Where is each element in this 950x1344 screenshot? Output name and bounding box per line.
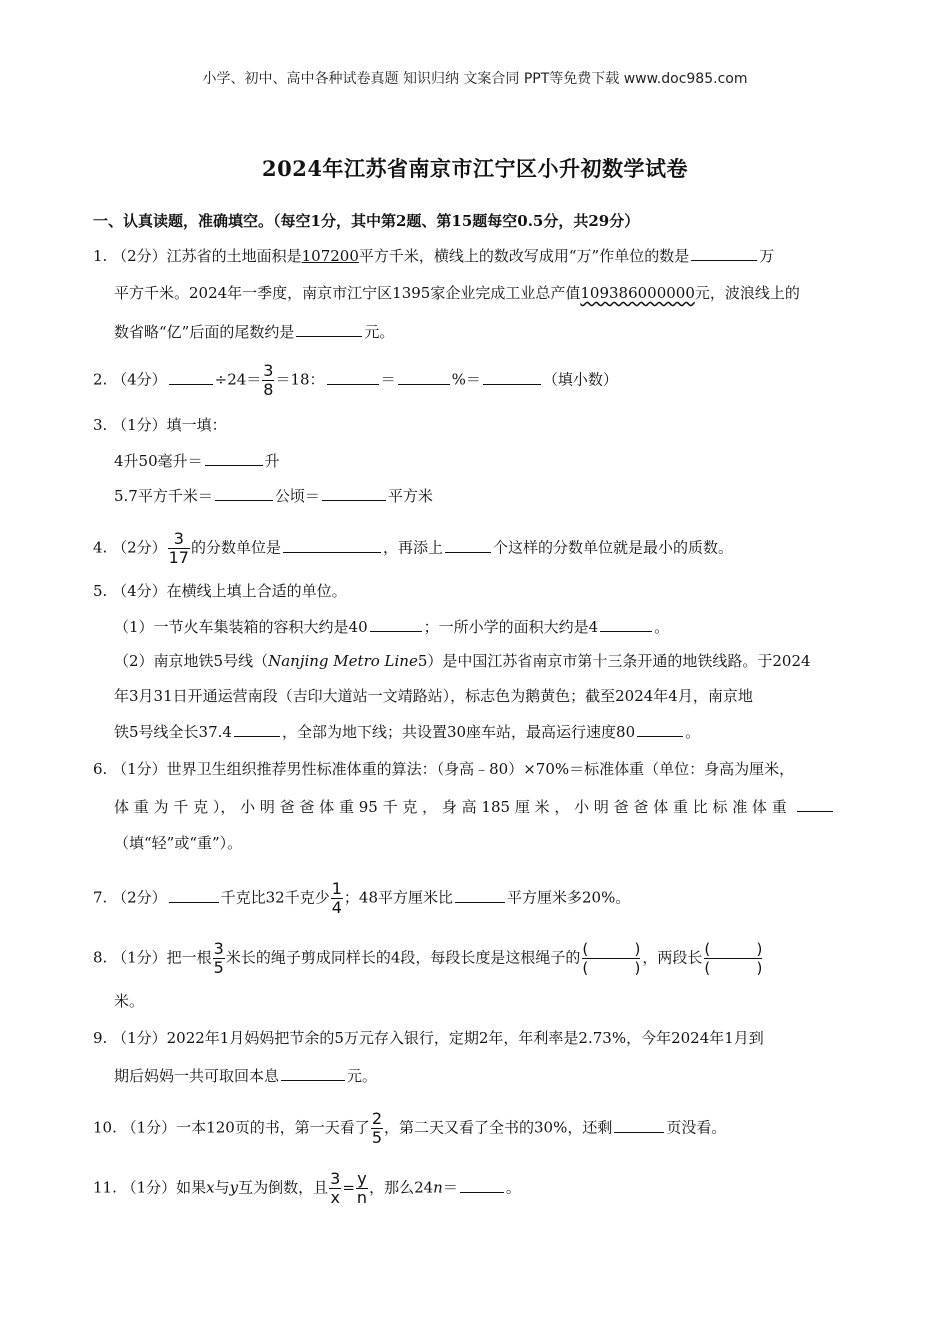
var-y: y [229,1178,239,1197]
q11-text: 11. （1分）如果 [93,1178,207,1197]
q5-text: 5）是中国江苏省南京市第十三条开通的地铁线路。于2024 [417,652,811,670]
q6-text: 体 重 为 千 克 ）， 小 明 爸 爸 体 重 95 千 克 ， 身 高 185 厘 米 ， 小 明 爸 爸 体 重 比 标 准 体 重 [114,798,787,816]
q4-text: 个这样的分数单位就是最小的质数。 [493,538,734,557]
answer-blank[interactable] [455,886,505,903]
q1-wavy-number: 109386000000 [580,284,695,302]
q1-text: 元，波浪线上的 [694,284,800,302]
q7-text: 7. （2分） [93,888,167,907]
question-9-line-2 [114,1064,377,1087]
fraction-numerator: 3 [213,939,224,958]
answer-blank[interactable] [234,720,280,737]
fraction [168,530,190,567]
answer-fraction-blank[interactable] [582,940,640,977]
question-9-line-1: 9. （1分）2022年1月妈妈把节余的5万元存入银行，定期2年，年利率是2.73%，今年2024年1月到 [93,1029,764,1047]
question-7 [93,880,630,917]
answer-blank[interactable] [483,368,541,385]
answer-blank[interactable] [637,720,683,737]
answer-blank[interactable] [327,368,379,385]
q4-text: ，再添上 [383,538,444,557]
question-5-part-2-line-3 [114,720,700,743]
paren-left: ( [704,959,711,977]
answer-blank[interactable] [169,886,219,903]
question-6-line-1: 6. （1分）世界卫生组织推荐男性标准体重的算法：（身高﹣80）×70%＝标准体重（单位：身高为厘米， [93,760,795,778]
paren-left: ( [582,959,589,977]
q2-text: ÷24＝ [214,370,262,389]
fraction-denominator: 4 [331,898,342,917]
q11-text: ，那么24 [369,1178,434,1197]
fraction [356,1170,368,1207]
fraction [213,940,225,977]
fraction-numerator: 1 [331,879,342,898]
paren-right: ) [634,940,641,958]
q1-text: 元。 [364,323,395,341]
fraction [371,1110,383,1147]
q11-text: 互为倒数，且 [238,1178,329,1197]
paren-left: ( [704,940,711,958]
question-11 [93,1170,521,1207]
q1-text: 1. （2分）江苏省的土地面积是 [93,247,302,265]
fraction-denominator: 8 [263,380,274,399]
fraction [329,1170,341,1207]
question-5-part-1 [114,615,669,638]
paren-right: ) [756,940,763,958]
question-5: 5. （4分）在横线上填上合适的单位。 [93,582,347,600]
q10-text: ，第二天又看了全书的30%，还剩 [384,1118,613,1137]
q8-text: 8. （1分）把一根 [93,948,212,967]
q1-text: 平方千米。2024年一季度，南京市江宁区1395家企业完成工业总产值 [114,284,581,302]
question-5-part-2-line-2: 年3月31日开通运营南段（吉印大道站一文靖路站），标志色为鹅黄色；截至2024年4月，南京地 [114,687,753,705]
q4-text: 的分数单位是 [190,538,281,557]
answer-blank[interactable] [600,615,652,632]
fraction-denominator: 17 [168,548,189,567]
q2-text: 2. （4分） [93,370,167,389]
fraction [331,880,343,917]
question-3: 3. （1分）填一填： [93,416,227,434]
question-2 [93,362,618,399]
fraction-numerator: y [357,1169,367,1188]
q7-text: 平方厘米多20%。 [507,888,631,907]
q5-italic-name: Nanjing Metro Line [268,652,418,670]
q9-text: 期后妈妈一共可取回本息 [114,1067,280,1085]
answer-fraction-blank[interactable] [704,940,762,977]
q3-text: 公顷＝ [274,487,320,505]
fraction-numerator: 3 [263,361,274,380]
q5-text: （2）南京地铁5号线（ [114,652,269,670]
paren-right: ) [756,959,763,977]
question-3-line-3 [114,484,433,507]
page-header: 小学、初中、高中各种试卷真题 知识归纳 文案合同 PPT等免费下载 www.doc985.com [202,71,748,87]
answer-blank[interactable] [215,484,273,501]
paren-left: ( [582,940,589,958]
fraction-denominator: 5 [371,1128,382,1147]
paren-right: ) [634,959,641,977]
q3-text: 5.7平方千米＝ [114,487,213,505]
q8-text: ，两段长 [642,948,703,967]
q3-text: 升 [264,452,280,470]
answer-blank[interactable] [205,449,263,466]
fraction [262,362,274,399]
question-3-line-2 [114,449,280,472]
q7-text: 千克比32千克少 [220,888,330,907]
question-8-line-2: 米。 [114,992,145,1010]
question-1-line-1 [93,244,774,267]
q2-text: ＝18： [275,370,325,389]
q11-text: 。 [505,1178,521,1197]
answer-blank[interactable] [283,536,381,553]
q5-text: （1）一节火车集装箱的容积大约是40 [114,618,368,636]
fraction-numerator: 3 [173,529,184,548]
q1-text: 平方千米，横线上的数改写成用“万”作单位的数是 [358,247,690,265]
q3-text: 4升50毫升＝ [114,452,203,470]
q10-text: 页没看。 [666,1118,727,1137]
q5-text: 。 [654,618,670,636]
q11-text: 与 [214,1178,230,1197]
answer-blank[interactable] [370,615,422,632]
q10-text: 10. （1分）一本120页的书，第一天看了 [93,1118,370,1137]
question-6-line-2 [114,795,835,818]
answer-blank[interactable] [445,536,491,553]
q11-text: ＝ [442,1178,458,1197]
section-heading: 一、认真读题，准确填空。（每空1分，其中第2题、第15题每空0.5分，共29分） [93,212,640,230]
answer-blank[interactable] [296,320,362,337]
fraction-numerator: 3 [330,1169,341,1188]
q2-text: ＝ [380,370,396,389]
q8-text: 米长的绳子剪成同样长的4段，每段长度是这根绳子的 [225,948,581,967]
q5-text: ，全部为地下线；共设置30座车站，最高运行速度80 [281,723,636,741]
question-4 [93,530,733,567]
q7-text: ；48平方厘米比 [343,888,453,907]
fraction-denominator: 5 [213,958,224,977]
q9-text: 元。 [347,1067,378,1085]
q4-text: 4. （2分） [93,538,167,557]
question-5-part-2-line-1 [114,650,811,672]
var-x: x [206,1178,215,1197]
question-1-line-2 [114,282,800,304]
question-1-line-3 [114,320,394,343]
page-title: 2024年江苏省南京市江宁区小升初数学试卷 [262,156,688,181]
answer-blank[interactable] [281,1064,345,1081]
answer-blank[interactable] [322,484,386,501]
question-10 [93,1110,726,1147]
answer-blank[interactable] [797,795,833,812]
q1-text: 万 [759,247,775,265]
answer-blank[interactable] [169,368,213,385]
answer-blank[interactable] [398,368,450,385]
fraction-numerator: 2 [371,1109,382,1128]
q1-underlined-number: 107200 [301,247,359,265]
q5-text: 。 [685,723,701,741]
fraction-denominator: n [356,1188,368,1207]
q5-text: ；一所小学的面积大约是4 [423,618,599,636]
var-n: n [433,1178,443,1197]
equals-sign: = [342,1178,355,1197]
q5-text: 铁5号线全长37.4 [114,723,232,741]
answer-blank[interactable] [614,1116,664,1133]
q3-text: 平方米 [387,487,433,505]
answer-blank[interactable] [691,244,757,261]
answer-blank[interactable] [460,1176,504,1193]
question-6-line-3: （填“轻”或“重”）。 [114,834,243,852]
q2-text: %＝ [451,370,481,389]
q2-text: （填小数） [542,370,618,389]
fraction-denominator: x [330,1188,340,1207]
question-8 [93,940,764,977]
q1-text: 数省略“亿”后面的尾数约是 [114,323,295,341]
